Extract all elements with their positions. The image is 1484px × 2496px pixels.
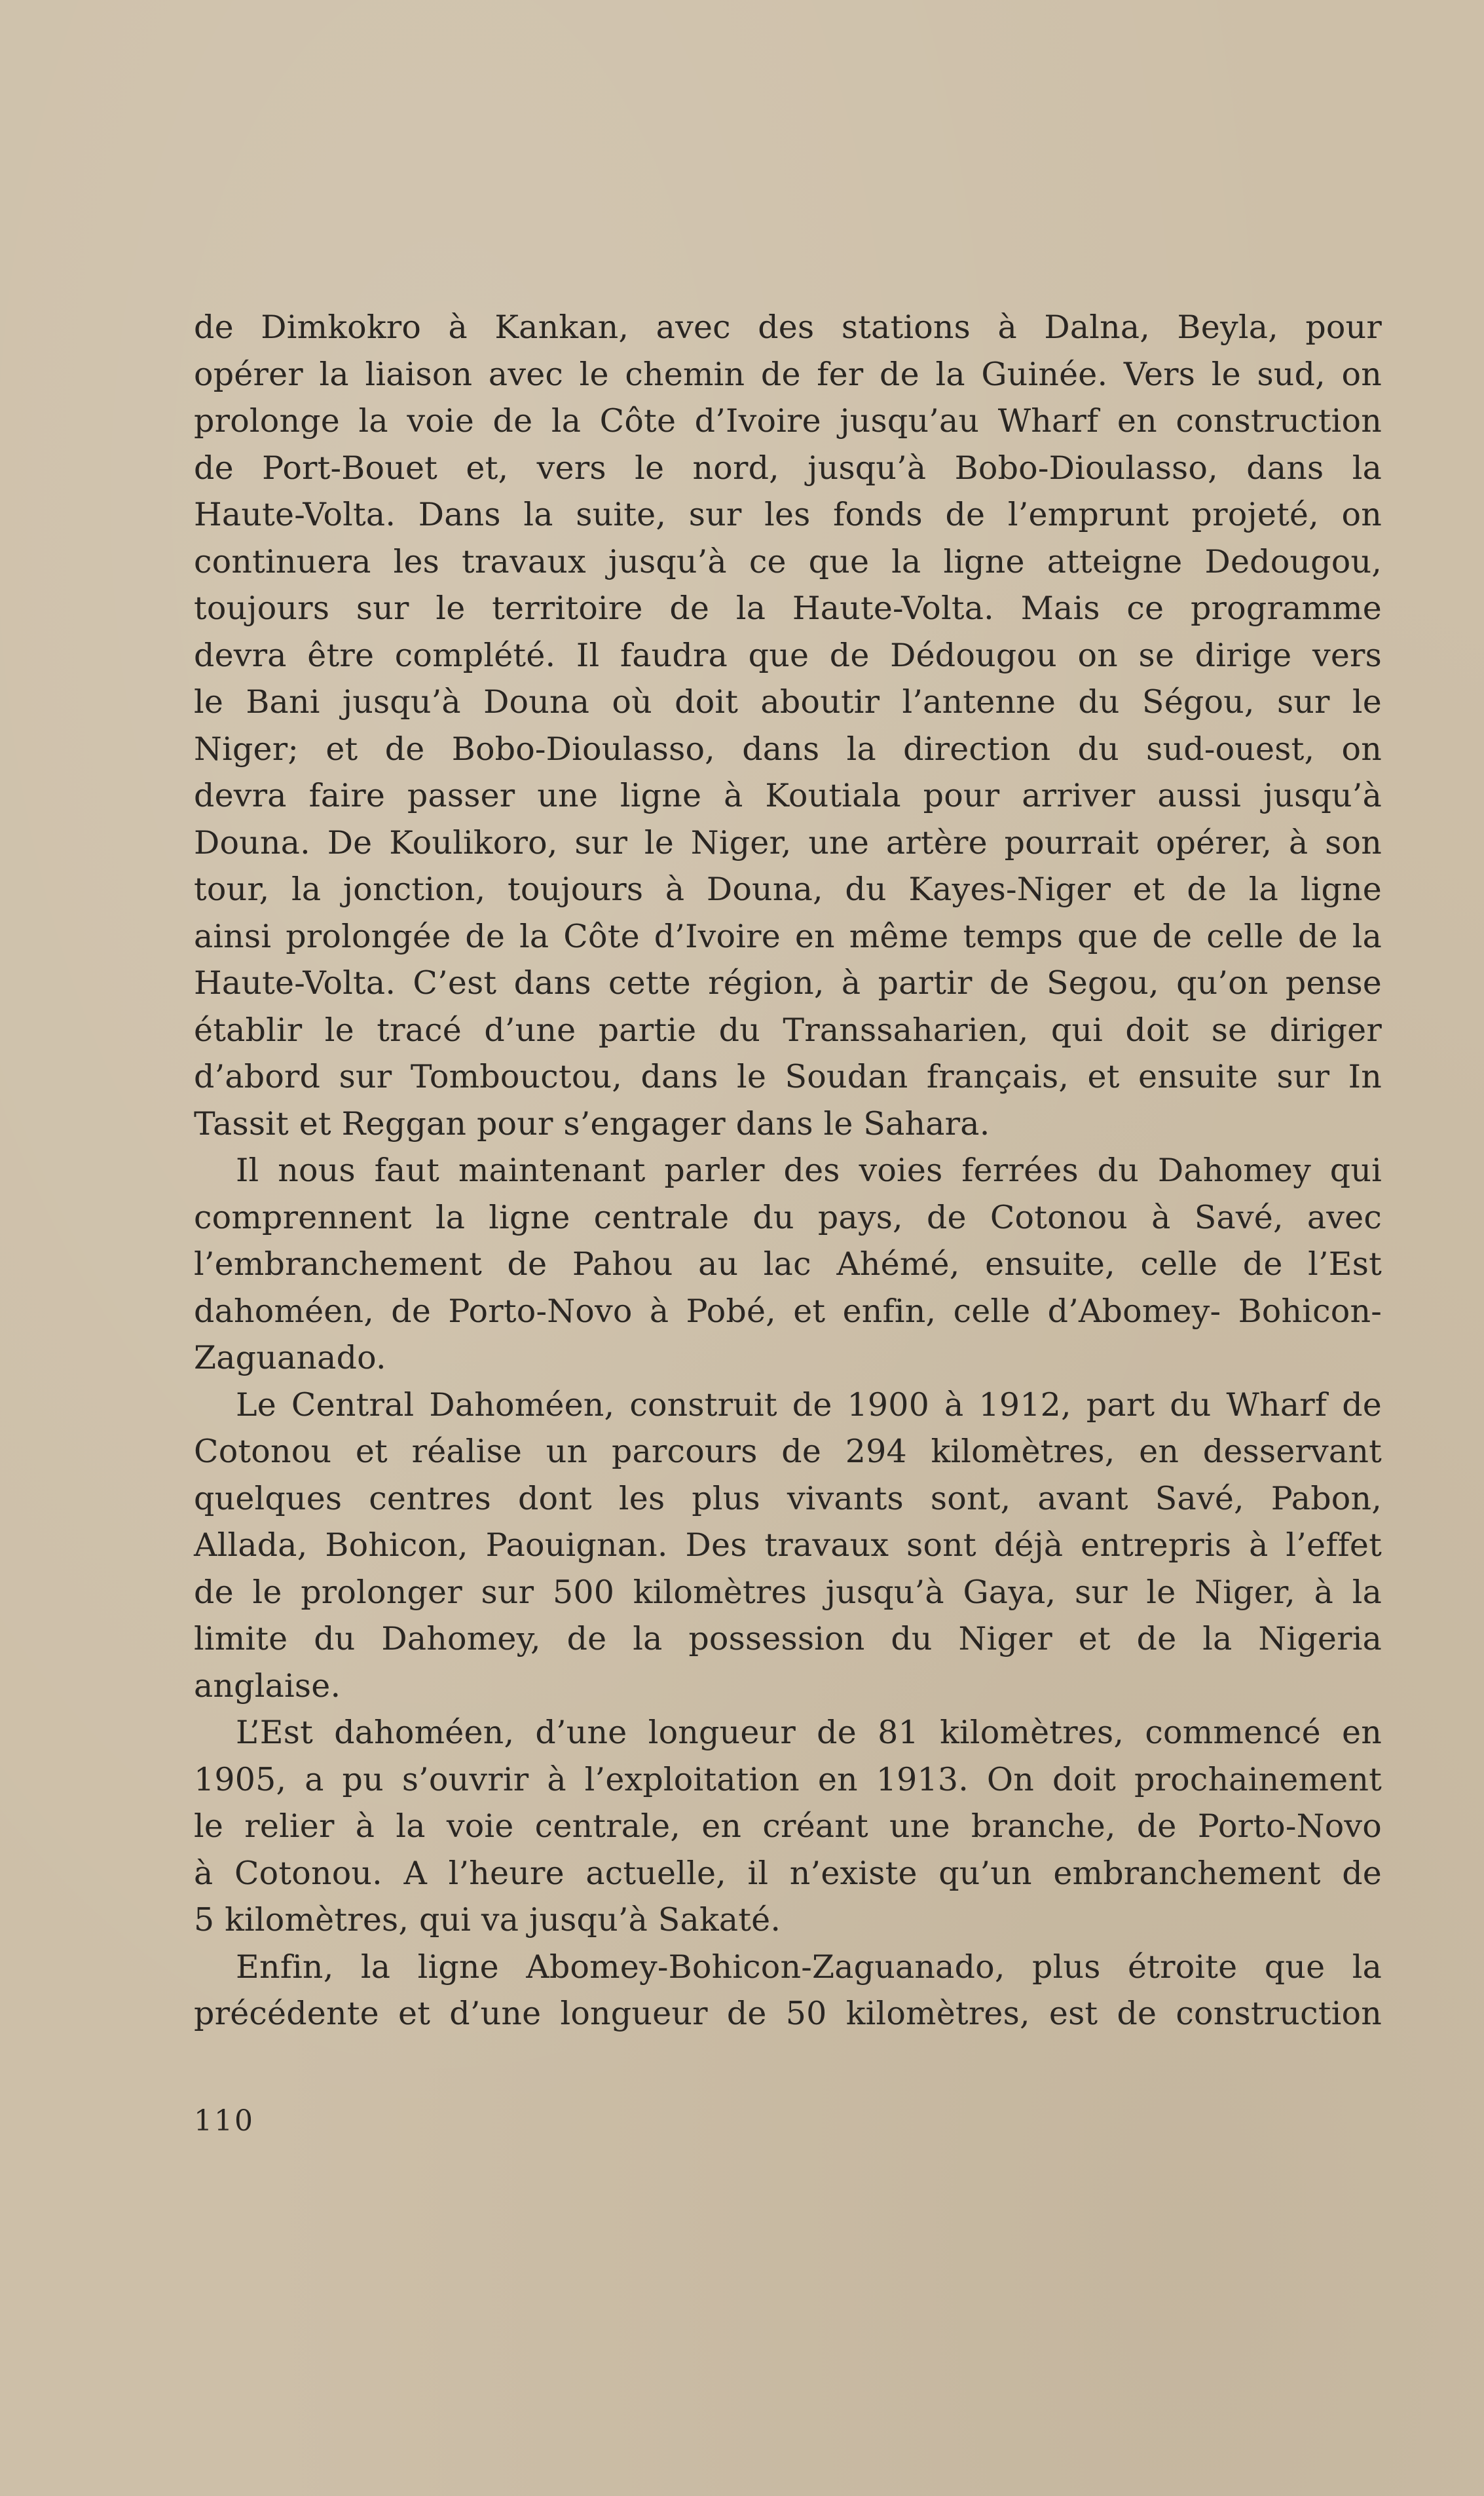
text-line: de Port-Bouet et, vers le nord, jusqu’à Bobo-Dioulasso, dans la: [194, 449, 1382, 487]
text-line: comprennent la ligne centrale du pays, de Cotonou à Savé, avec: [194, 1198, 1382, 1236]
paragraph-start-line: L’Est dahoméen, d’une longueur de 81 kilomètres, commencé en: [236, 1714, 1382, 1751]
text-line: 5 kilomètres, qui va jusqu’à Sakaté.: [194, 1901, 781, 1938]
text-line: le Bani jusqu’à Douna où doit aboutir l’antenne du Ségou, sur le: [194, 683, 1382, 721]
text-line: Douna. De Koulikoro, sur le Niger, une artère pourrait opérer, à son: [194, 823, 1382, 861]
text-line: devra être complété. Il faudra que de Dédougou on se dirige vers: [194, 636, 1382, 674]
text-line: Haute-Volta. Dans la suite, sur les fonds de l’emprunt projeté, on: [194, 496, 1382, 533]
paragraph-start-line: Il nous faut maintenant parler des voies ferrées du Dahomey qui: [236, 1152, 1382, 1189]
text-line: de Dimkokro à Kankan, avec des stations à Dalna, Beyla, pour: [194, 309, 1382, 346]
text-line: Allada, Bohicon, Paouignan. Des travaux sont déjà entrepris à l’effet: [194, 1526, 1382, 1564]
text-line: anglaise.: [194, 1667, 341, 1705]
body-text: [194, 304, 1382, 2037]
text-line: opérer la liaison avec le chemin de fer de la Guinée. Vers le sud, on: [194, 355, 1382, 393]
text-line: devra faire passer une ligne à Koutiala pour arriver aussi jusqu’à: [194, 777, 1382, 814]
text-line: le relier à la voie centrale, en créant une branche, de Porto-Novo: [194, 1807, 1382, 1845]
text-line: prolonge la voie de la Côte d’Ivoire jusqu’au Wharf en construction: [194, 402, 1382, 440]
text-line: tour, la jonction, toujours à Douna, du Kayes-Niger et de la ligne: [194, 871, 1382, 908]
text-line: l’embranchement de Pahou au lac Ahémé, ensuite, celle de l’Est: [194, 1245, 1382, 1283]
text-line: ainsi prolongée de la Côte d’Ivoire en même temps que de celle de la: [194, 917, 1382, 955]
text-line: à Cotonou. A l’heure actuelle, il n’existe qu’un embranchement de: [194, 1854, 1382, 1892]
text-line: d’abord sur Tombouctou, dans le Soudan français, et ensuite sur In: [194, 1058, 1382, 1095]
text-line: Zaguanado.: [194, 1339, 386, 1376]
text-line: de le prolonger sur 500 kilomètres jusqu’à Gaya, sur le Niger, à la: [194, 1573, 1382, 1611]
text-line: limite du Dahomey, de la possession du Niger et de la Nigeria: [194, 1620, 1382, 1657]
text-line: Cotonou et réalise un parcours de 294 kilomètres, en desservant: [194, 1433, 1382, 1470]
text-line: Tassit et Reggan pour s’engager dans le Sahara.: [194, 1105, 990, 1143]
text-line: Niger; et de Bobo-Dioulasso, dans la direction du sud-ouest, on: [194, 730, 1382, 768]
paragraph-start-line: Le Central Dahoméen, construit de 1900 à 1912, part du Wharf de: [236, 1386, 1382, 1424]
paragraph-start-line: Enfin, la ligne Abomey-Bohicon-Zaguanado, plus étroite que la: [236, 1948, 1382, 1986]
text-line: continuera les travaux jusqu’à ce que la ligne atteigne Dedougou,: [194, 542, 1382, 580]
text-line: précédente et d’une longueur de 50 kilomètres, est de construction: [194, 1995, 1382, 2032]
text-line: Haute-Volta. C’est dans cette région, à partir de Segou, qu’on pense: [194, 964, 1382, 1002]
text-line: toujours sur le territoire de la Haute-Volta. Mais ce programme: [194, 590, 1382, 627]
text-line: quelques centres dont les plus vivants sont, avant Savé, Pabon,: [194, 1479, 1382, 1517]
page-number: 110: [194, 2104, 255, 2138]
text-line: établir le tracé d’une partie du Transsaharien, qui doit se diriger: [194, 1011, 1382, 1049]
text-line: dahoméen, de Porto-Novo à Pobé, et enfin, celle d’Abomey- Bohicon-: [194, 1292, 1382, 1330]
text-line: 1905, a pu s’ouvrir à l’exploitation en 1913. On doit prochainement: [194, 1760, 1382, 1798]
